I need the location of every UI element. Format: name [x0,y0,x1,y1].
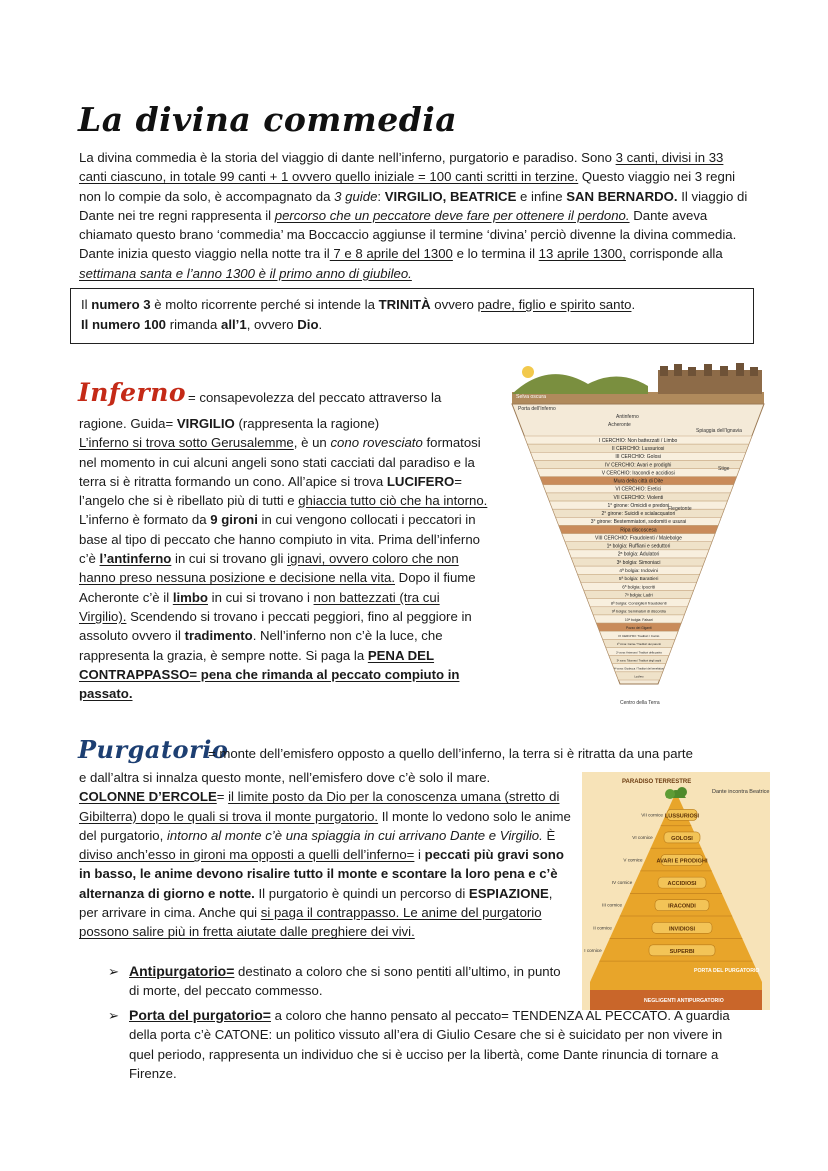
inferno-circle-label: 2° girone: Suicidi e scialacquatori [601,511,676,518]
purgatorio-terrace-label: IRACONDI [668,903,696,910]
inferno-heading-definition: = consapevolezza del peccato attraverso la [188,390,442,405]
inferno-top-label: Selva oscura [516,394,546,400]
inferno-circle-label: 9ª bolgia: Seminatori di discordia [611,609,666,614]
inferno-circle-label: I CERCHIO: Non battezzati / Limbo [598,437,678,444]
purgatorio-cornice-label: III cornice [602,902,623,908]
arrow-bullet-icon: ➢ [108,1008,120,1023]
inferno-top-label: Spiaggia dell’Ignavia [696,428,742,434]
purgatorio-cornice-label: VI cornice [632,834,653,840]
inferno-circle-label: VI CERCHIO: Eretici [615,486,662,493]
purgatorio-cornice-label: VII cornice [641,812,663,818]
arrow-bullet-icon: ➢ [108,964,120,979]
inferno-circle-label: 6ª bolgia: Ipocriti [622,584,656,590]
inferno-circle-label: 7ª bolgia: Ladri [624,592,653,598]
inferno-circle-label: VII CERCHIO: Violenti [613,494,664,501]
inferno-circle-label: 2ª zona: Antenora / Traditori della patria [616,651,662,655]
purgatorio-cornice-label: II cornice [593,925,612,931]
inferno-side-label: Stige [718,466,730,472]
inferno-circle-label: IX CERCHIO: Traditori / Cocito [618,634,660,639]
inferno-circle-label: III CERCHIO: Golosi [615,454,661,461]
purgatorio-terrace-label: AVARI E PRODIGHI [656,858,708,865]
inferno-circle-label: 1ª zona: Caina / Traditori dei parenti [616,642,661,647]
inferno-circle-label: Ripa discoscesa [620,527,657,534]
inferno-paragraph: ragione. Guida= VIRGILIO (rappresenta la ragione) L’inferno si trova sotto Gerusalemme, è un cono rovesciato formatosi nel momento in cui alcuni angeli sono stati cacciati dal paradiso e la terra si è ritratta formando un cono. All’apice si trova LUCIFERO= l’angelo che si è ribellato più di tutti e ghiaccia tutto ciò che ha intorno. L’inferno è formato da 9 gironi in cui vengono collocati i peccatori in base al tipo di peccato che hanno compiuto in vita. Prima dell’inferno c’è l’antinferno in cui si trovano gli ignavi, ovvero coloro che non hanno preso nessuna posizione e decisione nella vita. Dopo il fiume Acheronte c’è il limbo in cui si trovano i non battezzati (tra cui Virgilio). Scendendo si trovano i peccati peggiori, fino al peggiore in assoluto ovvero il tradimento. Nell’inferno non c’è la luce, che rappresenta la grazia, è sempre notte. Si paga la PENA DEL CONTRAPPASSO= pena che rimanda al peccato compiuto in passato. [79,416,488,702]
inferno-circle-label: 2ª bolgia: Adulatori [617,551,660,558]
inferno-circle-label: 3° girone: Bestemmiatori, sodomiti e usurai [590,519,687,526]
inferno-circle-label: V CERCHIO: Iracondi e accidiosi [601,470,675,477]
inferno-top-label: Antinferno [616,414,639,420]
box-line-1: Il numero 3 è molto ricorrente perché si intende la TRINITÀ ovvero padre, figlio e spirito santo. [81,297,636,312]
purgatorio-cornice-label: V cornice [623,857,643,863]
purgatorio-terrace-label: GOLOSI [671,835,693,842]
purgatorio-side-note: Dante incontra Beatrice [712,789,770,795]
inferno-circle-label: 1ª bolgia: Ruffiani e seduttori [606,543,671,550]
intro-paragraph: La divina commedia è la storia del viaggio di dante nell’inferno, purgatorio e paradiso. Sono 3 canti, divisi in 33 canti ciascuno, in totale 99 canti + 1 ovvero quello iniziale = 100 canti scritti in terzine. Questo viaggio nei 3 regni non lo compie da solo, è accompagnato da 3 guide: VIRGILIO, BEATRICE e infine SAN BERNARDO. Il viaggio di Dante nei tre regni rappresenta il percorso che un peccatore deve fare per ottenere il perdono. Dante aveva chiamato questo brano ‘commedia’ ma Boccaccio aggiunse il termine ‘divina’ perciò divenne la divina commedia. Dante inizia questo viaggio nella notte tra il 7 e 8 aprile del 1300 e lo termina il 13 aprile 1300, corrisponde alla settimana santa e l’anno 1300 è il primo anno di giubileo. [79,150,748,281]
purgatorio-cornice-label: I cornice [584,947,602,953]
inferno-top-label: Acheronte [608,422,631,428]
purgatorio-top-label: PARADISO TERRESTRE [622,779,692,785]
purgatorio-terrace-label: LUSSURIOSI [664,813,700,820]
inferno-circle-label: IV CERCHIO: Avari e prodighi [605,462,672,469]
inferno-diagram [508,362,768,714]
purgatorio-base-label: NEGLIGENTI ANTIPURGATORIO [644,998,724,1004]
inferno-side-label: Flegetonte [668,506,692,512]
inferno-bottom-label: Centro della Terra [620,700,660,706]
inferno-circle-label: 8ª bolgia: Consiglieri fraudolenti [610,600,667,606]
purgatorio-terrace-label: ACCIDIOSI [667,881,697,888]
inferno-circle-label: VIII CERCHIO: Fraudolenti / Malebolge [594,535,682,542]
inferno-heading: Inferno [78,378,187,407]
purgatorio-diagram [582,772,770,1010]
inferno-circle-label: Pozzo dei Giganti [626,625,652,630]
inferno-circle-label: II CERCHIO: Lussuriosi [611,445,665,452]
inferno-circle-label: 4ª bolgia: Indovini [619,568,658,574]
purgatorio-paragraph: e dall’altra si innalza questo monte, nell’emisfero dove c’è solo il mare. COLONNE D’ERCOLE= il limite posto da Dio per la conoscenza umana (stretto di Gibilterra) dopo le quali si trova il monte purgatorio. Il monte lo vedono solo le anime del purgatorio, intorno al monte c’è una spiaggia in cui arrivano Dante e Virgilio. È diviso anch’esso in gironi ma opposti a quelli dell’inferno= i peccati più gravi sono in basso, le anime devono risalire tutto il monte e scontare la loro pena e c’è alternanza di giorno e notte. Il purgatorio è quindi un percorso di ESPIAZIONE, per arrivare in cima. Anche qui si paga il contrappasso. Le anime del purgatorio possono salire più in fretta aiutate dalle preghiere dei vivi. [79,770,571,940]
inferno-circle-label: 5ª bolgia: Barattieri [618,576,659,582]
inferno-circle-label: 3ª bolgia: Simoniaci [616,559,661,566]
inferno-top-label: Porta dell’Inferno [518,406,556,412]
purgatorio-terrace-label: SUPERBI [669,948,695,955]
purgatorio-heading: Purgatorio [78,735,229,764]
inferno-circle-label: 4ª zona: Giudecca / Traditori dei benefattori [614,667,664,671]
purgatorio-terrace-label: INVIDIOSI [668,926,696,933]
purgatorio-cornice-label: IV cornice [611,880,633,886]
document-page: La divina commedia La divina commedia è la storia del viaggio di dante nell’inferno, purgatorio e paradiso. Sono 3 canti, divisi in 33 canti ciascuno, in totale 99 canti + 1 ovvero quello iniziale = 100 canti scritti in terzine. Questo viaggio nei 3 regni non lo compie da solo, è accompagnato da 3 guide: VIRGILIO, BEATRICE e infine SAN BERNARDO. Il viaggio di Dante nei tre regni rappresenta il percorso che un peccatore deve fare per ottenere il perdono. Dante aveva chiamato questo brano ‘commedia’ ma Boccaccio aggiunse il termine ‘divina’ perciò divenne la divina commedia. Dante inizia questo viaggio nella notte tra il 7 e 8 aprile del 1300 e lo termina il 13 aprile 1300, corrisponde alla settimana santa e l’anno 1300 è il primo anno di giubileo. Il numero 3 è molto ricorrente perché si intende la TRINITÀ ovvero padre, figlio e spirito santo. Il numero 100 rimanda all’1, ovvero Dio. Inferno = consapevolezza del peccato attraverso la ragione. Guida= VIRGILIO (rappresenta la ragione) L’inferno si trova sotto Gerusalemme, è un cono rovesciato formatosi nel momento in cui alcuni angeli sono stati cacciati dal paradiso e la terra si è ritratta formando un cono. All’apice si trova LUCIFERO= l’angelo che si è ribellato più di tutti e ghiaccia tutto ciò che ha intorno. L’inferno è formato da 9 gironi in cui vengono collocati i peccatori in base al tipo di peccato che hanno compiuto in vita. Prima dell’inferno c’è l’antinferno in cui si trovano gli ignavi, ovvero coloro che non hanno preso nessuna posizione e decisione nella vita. Dopo il fiume Acheronte c’è il limbo in cui si trovano i non battezzati (tra cui Virgilio). Scendendo si trovano i peccati peggiori, fino al peggiore in assoluto ovvero il tradimento. Nell’inferno non c’è la luce, che rappresenta la grazia, è sempre notte. Si paga la PENA DEL CONTRAPPASSO= pena che rimanda al peccato compiuto in passato. I CERCHIO: Non battezzati / Limbo II CERCHIO: Lussuriosi III CERCHIO: Golosi IV CERCHIO: Avari e prodighi V CERCHIO: Iracondi e accidiosi Mura della città di Dite VI CERCHIO: Eretici VII CERCHIO: Violenti 1° girone: Omicidi e predoni 2° girone: Suicidi e scialacquatori 3° girone: Bestemmiatori, sodomiti e usurai Ripa discoscesa VIII CERCHIO: Fraudolenti / Malebolge 1ª bolgia: Ruffiani e seduttori 2ª bolgia: Adulatori 3ª bolgia: Simoniaci 4ª bolgia: Indovini 5ª bolgia: Barattieri 6ª bolgia: Ipocriti 7ª bolgia: Ladri 8ª bolgia: Consiglieri fraudolenti 9ª bolgia: Seminatori di discordia 10ª bolgia: Falsari Pozzo dei Giganti IX CERCHIO: Traditori / Cocito 1ª zona: Caina / Traditori dei parenti 2ª zona: Antenora / Traditori della patria 3ª zona: Tolomea / Traditori degli ospiti 4ª zona: Giudecca / Traditori dei benefattori Lucifero Selva oscura Porta dell’Inferno Antinferno Acheronte Spiaggia dell’Ignavia Stige Flegetonte Centro della Terra Purgatorio = monte dell’emisfero opposto a quello dell’inferno, la terra si è ritratta da una parte e dall’altra si innalza questo monte, nell’emisfero dove c’è solo il mare. COLONNE D’ERCOLE= il limite posto da Dio per la conoscenza umana (stretto di Gibilterra) dopo le quali si trova il monte purgatorio. Il monte lo vedono solo le anime del purgatorio, intorno al monte c’è una spiaggia in cui arrivano Dante e Virgilio. È diviso anch’esso in gironi ma opposti a quelli dell’inferno= i peccati più gravi sono in basso, le anime devono risalire tutto il monte e scontare la loro pena e c’è alternanza di giorno e notte. Il purgatorio è quindi un percorso di ESPIAZIONE, per arrivare in cima. Anche qui si paga il contrappasso. Le anime del purgatorio possono salire più in fretta aiutate dalle preghiere dei vivi. LUSSURIOSI VII cornice GOLOSI VI cornice AVARI E PRODIGHI V cornice ACCIDIOSI IV cornice IRACONDI III cornice INVIDIOSI II cornice SUPERBI I cornice PARADISO TERRESTRE Dante incontra Beatrice PORTA DEL PURGATORIO NEGLIGENTI ANTIPURGATORIO ➢ Antipurgatorio= destinato a coloro che si sono pentiti all’ultimo, in punto di morte, del peccato commesso. ➢ Porta del purgatorio= a coloro che hanno pensato al peccato= TENDENZA AL PECCATO. A guardia della porta c’è CATONE: un politico vissuto all’era di Giulio Cesare che si è suicidato per non vivere in quel periodo, rappresenta un individuo che si è ucciso per la libertà, come Dante rinuncia di tornare a Firenze. [0,0,828,1171]
inferno-circle-label: Mura della città di Dite [613,478,664,485]
page-title: La divina commedia [78,100,458,139]
inferno-circle-label: 3ª zona: Tolomea / Traditori degli ospiti [616,659,662,663]
box-line-2: Il numero 100 rimanda all’1, ovvero Dio. [81,317,323,332]
purgatorio-gate-label: PORTA DEL PURGATORIO [694,968,760,974]
inferno-circle-label: 1° girone: Omicidi e predoni [607,502,670,509]
inferno-circle-label: Lucifero [634,675,644,679]
trinity-box [70,288,754,344]
inferno-circle-label: 10ª bolgia: Falsari [624,617,653,622]
purgatorio-heading-definition: = monte dell’emisfero opposto a quello dell’inferno, la terra si è ritratta da una parte [208,746,693,761]
